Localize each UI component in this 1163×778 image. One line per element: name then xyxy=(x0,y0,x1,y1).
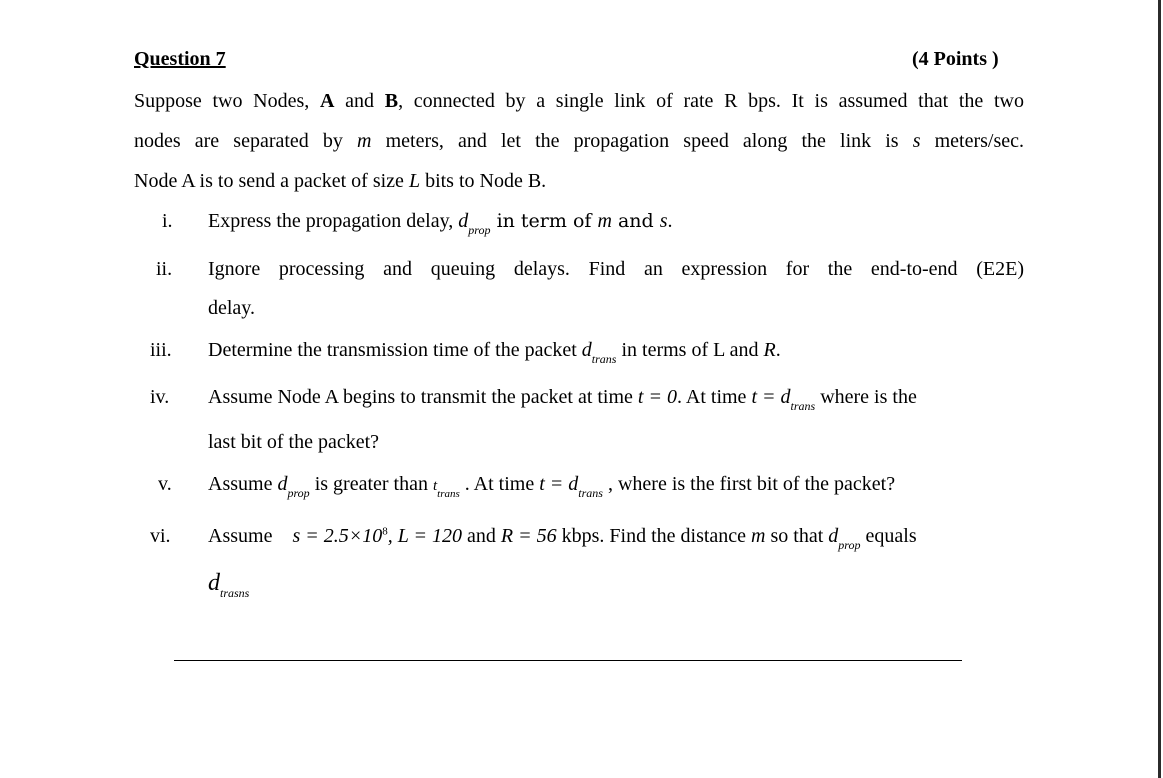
item-vi-line-1: Assume $s = 2.5\times 10^8$, L = 120 and R = 56 kbps. Find the distance m so that $d_{prop}$ equals xyxy=(208,525,917,552)
item-vi-line-2: $d_{trasns}$ xyxy=(208,570,250,600)
intro-line-1: Suppose two Nodes, A and B, connected by a single link of rate R bps. It is assumed that the two xyxy=(134,90,1024,112)
question-points: (4 Points ) xyxy=(912,48,999,70)
divider-line xyxy=(174,660,962,661)
item-i-text: Express the propagation delay, $d_{prop}$ in term of m and s. xyxy=(208,210,673,237)
item-ii-line-2: delay. xyxy=(208,297,256,319)
item-iv-line-2: last bit of the packet? xyxy=(208,431,380,453)
item-ii-line-1: Ignore processing and queuing delays. Find an expression for the end-to-end (E2E) xyxy=(208,258,1024,280)
item-number-v: v. xyxy=(158,473,172,495)
item-number-iv: iv. xyxy=(150,386,170,408)
item-iv-line-1: Assume Node A begins to transmit the packet at time t = 0. At time $t = d_{trans}$ where is the xyxy=(208,386,917,413)
question-title: Question 7 xyxy=(134,48,226,70)
item-number-ii: ii. xyxy=(156,258,173,280)
intro-line-2: nodes are separated by m meters, and let the propagation speed along the link is s meters/sec. xyxy=(134,130,1024,152)
page-edge xyxy=(1158,0,1161,778)
item-iii-text: Determine the transmission time of the packet $d_{trans}$ in terms of L and R. xyxy=(208,339,781,366)
item-number-i: i. xyxy=(162,210,173,232)
item-number-iii: iii. xyxy=(150,339,172,361)
item-number-vi: vi. xyxy=(150,525,171,547)
item-v-text: Assume $d_{prop}$ is greater than $t_{trans}$ . At time $t = d_{trans}$ , where is the first bit of the packet? xyxy=(208,473,896,500)
intro-line-3: Node A is to send a packet of size L bits to Node B. xyxy=(134,170,547,192)
